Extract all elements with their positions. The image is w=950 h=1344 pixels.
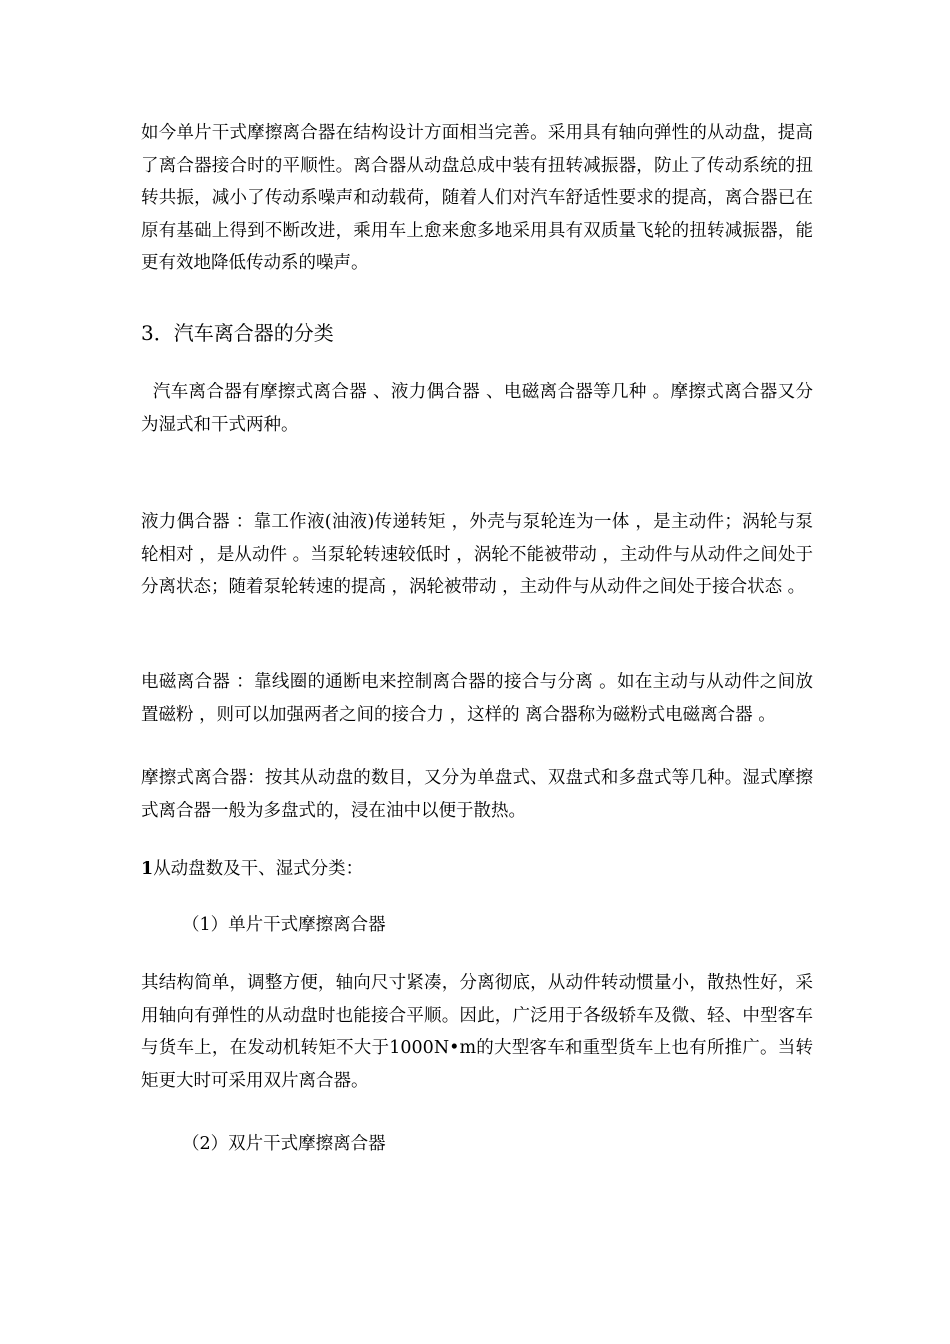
paragraph-clutch-types: 汽车离合器有摩擦式离合器 、液力偶合器 、电磁离合器等几种 。摩擦式离合器又分为湿式和干式两种。 [141, 382, 813, 435]
section-heading-classification: 3．汽车离合器的分类 [141, 321, 334, 345]
subheading-text: 从动盘数及干、湿式分类： [153, 859, 364, 879]
paragraph-friction-clutch: 摩擦式离合器：按其从动盘的数目，又分为单盘式、双盘式和多盘式等几种。湿式摩擦式离合器一般为多盘式的，浸在油中以便于散热。 [141, 768, 813, 821]
paragraph-single-plate-clutch-intro: 如今单片干式摩擦离合器在结构设计方面相当完善。采用具有轴向弹性的从动盘，提高了离合器接合时的平顺性。离合器从动盘总成中装有扭转减振器，防止了传动系统的扭转共振，减小了传动系噪声和动载荷，随着人们对汽车舒适性要求的提高，离合器已在原有基础上得到不断改进，乘用车上愈来愈多地采用具有双质量飞轮的扭转减振器，能更有效地降低传动系的噪声。 [141, 123, 813, 274]
subheading-disc-count [141, 853, 813, 886]
subheading-double-plate-dry: （2）双片干式摩擦离合器 [182, 1134, 386, 1154]
paragraph-electromagnetic-clutch: 电磁离合器 ：靠线圈的通断电来控制离合器的接合与分离 。如在主动与从动件之间放置磁粉 ，则可以加强两者之间的接合力 ，这样的 离合器称为磁粉式电磁离合器 。 [141, 672, 813, 725]
subheading-single-plate-dry: （1）单片干式摩擦离合器 [182, 915, 386, 935]
paragraph-single-plate-details: 其结构简单，调整方便，轴向尺寸紧凑，分离彻底，从动件转动惯量小，散热性好，采用轴向有弹性的从动盘时也能接合平顺。因此，广泛用于各级轿车及微、轻、中型客车与货车上，在发动机转矩不大于1000N•m的大型客车和重型货车上也有所推广。当转矩更大时可采用双片离合器。 [141, 973, 813, 1091]
paragraph-fluid-coupling: 液力偶合器 ：靠工作液(油液)传递转矩 ，外壳与泵轮连为一体 ，是主动件；涡轮与泵轮相对 ，是从动件 。当泵轮转速较低时 ，涡轮不能被带动 ，主动件与从动件之间处于分离状态；随着泵轮转速的提高 ，涡轮被带动 ，主动件与从动件之间处于接合状态 。 [141, 512, 813, 598]
subheading-number: 1 [141, 859, 154, 879]
